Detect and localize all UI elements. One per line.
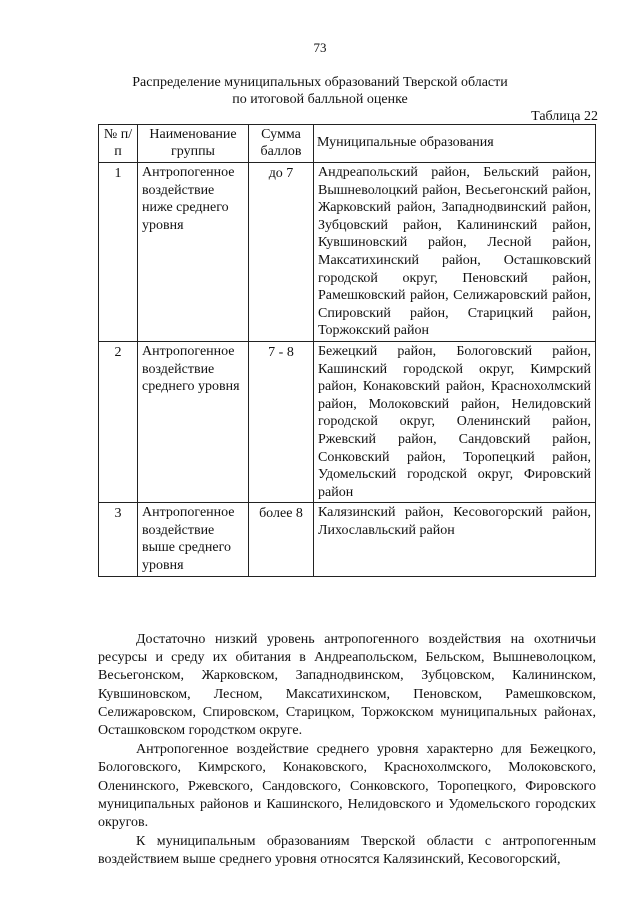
paragraph-medium-impact: Антропогенное воздействие среднего уровня характерно для Бежецкого, Бологовского, Кимрского, Конаковского, Краснохолмского, Молоковского, Оленинского, Ржевского, Сандовского, Сонковского, Торопецкого, Фировского муниципальных районов и Кашинского, Нелидовского и Удомельского городских округов. <box>98 742 596 831</box>
row-municipalities: Калязинский район, Кесовогорский район, Лихославльский район <box>314 503 596 576</box>
row-municipalities: Андреапольский район, Бельский район, Вышневолоцкий район, Весьегонский район, Жарковский район, Западнодвинский район, Зубцовский район, Калининский район, Кувшиновский район, Лесной район, Максатихинский район, Осташковский городской округ, Пеновский район, Рамешковский район, Селижаровский район, Спировский район, Старицкий район, Торжокский район <box>314 163 596 342</box>
row-score-sum: 7 - 8 <box>249 341 314 502</box>
header-score-sum: Сумма баллов <box>249 125 314 163</box>
table-title-line-1: Распределение муниципальных образований Тверской области <box>132 75 508 90</box>
distribution-table <box>98 124 596 577</box>
table-header-row <box>99 125 596 163</box>
body-text <box>98 631 596 871</box>
row-score-sum: более 8 <box>249 503 314 576</box>
row-num: 2 <box>99 341 138 502</box>
header-municipalities: Муниципальные образования <box>314 125 596 163</box>
row-municipalities: Бежецкий район, Бологовский район, Кашинский городской округ, Кимрский район, Конаковский район, Краснохолмский район, Молоковский район, Нелидовский городской округ, Оленинский район, Ржевский район, Сандовский район, Сонковский район, Торопецкий район, Удомельский городской округ, Фировский район <box>314 341 596 502</box>
row-group-name: Антропогенное воздействие выше среднего уровня <box>138 503 249 576</box>
table-row <box>99 341 596 502</box>
row-group-name: Антропогенное воздействие ниже среднего уровня <box>138 163 249 342</box>
header-num: № п/п <box>99 125 138 163</box>
table-row <box>99 163 596 342</box>
table-label: Таблица 22 <box>531 109 598 124</box>
table-row <box>99 503 596 576</box>
paragraph-high-impact: К муниципальным образованиям Тверской области с антропогенным воздействием выше среднего уровня относятся Калязинский, Кесовогорский, <box>98 834 596 868</box>
row-group-name: Антропогенное воздействие среднего уровня <box>138 341 249 502</box>
paragraph-low-impact: Достаточно низкий уровень антропогенного воздействия на охотничьи ресурсы и среду их обитания в Андреапольском, Бельском, Вышневолоцком, Весьегонском, Жарковском, Западнодвинском, Зубцовском, Калининском, Кувшиновском, Лесном, Максатихинском, Пеновском, Рамешковском, Селижаровском, Спировском, Старицком, Торжокском муниципальных районах, Осташковском городстком округе. <box>98 632 596 739</box>
header-group-name: Наименование группы <box>138 125 249 163</box>
table-title <box>100 74 540 108</box>
row-num: 3 <box>99 503 138 576</box>
row-num: 1 <box>99 163 138 342</box>
row-score-sum: до 7 <box>249 163 314 342</box>
table-title-line-2: по итоговой балльной оценке <box>232 92 408 107</box>
page-number: 73 <box>313 40 327 55</box>
